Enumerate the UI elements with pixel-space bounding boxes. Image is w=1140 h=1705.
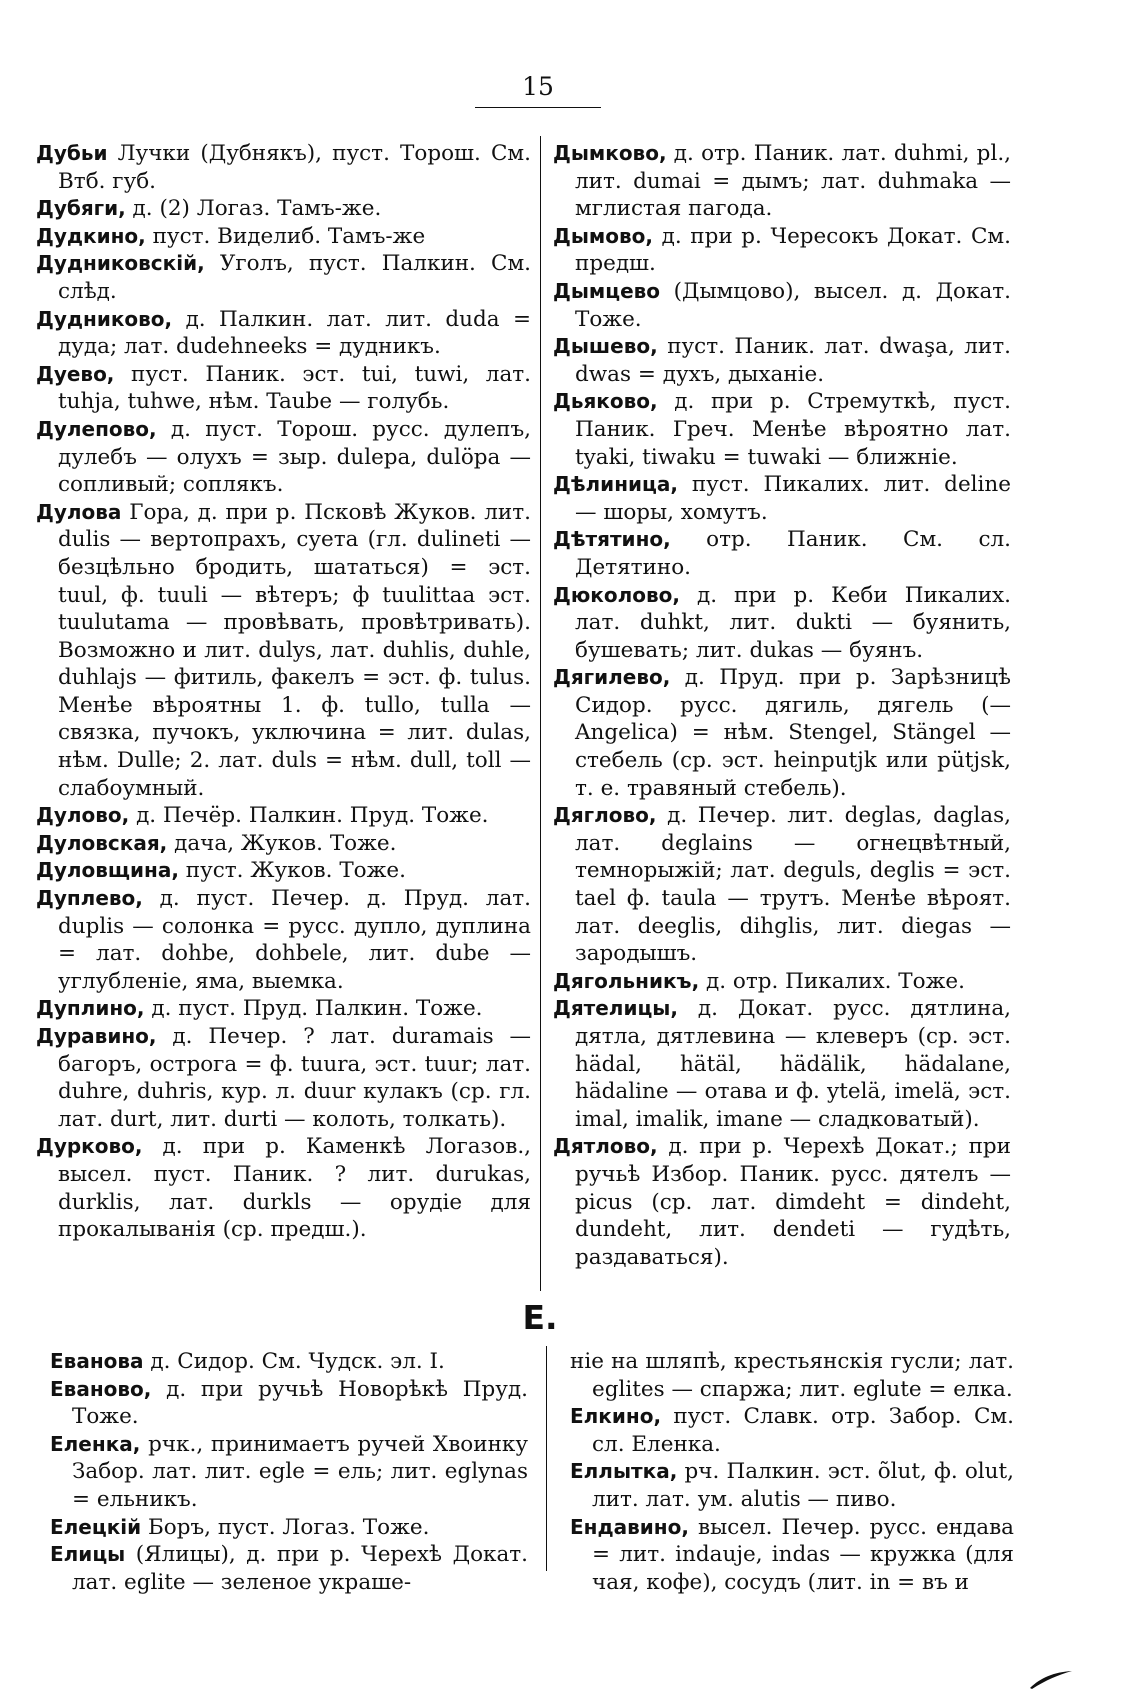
dictionary-entry: [36, 885, 531, 995]
entry-headword: Еленка,: [50, 1431, 141, 1456]
dictionary-entry: [36, 361, 531, 416]
entry-headword: Дышево,: [553, 334, 658, 359]
dictionary-entry: [570, 1348, 1014, 1403]
dictionary-entry: [36, 195, 531, 223]
dictionary-entry: [553, 278, 1011, 333]
dictionary-entry: [36, 416, 531, 499]
entry-definition: (Дымцово), высел. д. Докат. Тоже.: [575, 278, 1011, 332]
entry-definition: д. пуст. Торош. русс. дулепъ, дулебъ — олухъ = зыр. dulepa, dulöpa — сопливый; соплякъ.: [58, 416, 531, 498]
dictionary-entry: [36, 802, 531, 830]
entry-definition: д. отр. Паник. лат. duhmi, pl., лит. dumai = дымъ; лат. duhmaka — мглистая пагода.: [575, 141, 1011, 222]
entry-headword: Дуловщина,: [36, 858, 179, 883]
entry-headword: Дягольникъ,: [553, 968, 700, 993]
dictionary-entry: [36, 1133, 531, 1243]
entry-headword: Дьяково,: [553, 389, 658, 414]
dictionary-entry: [553, 968, 1011, 996]
entry-definition: д. Печер. лит. deglas, daglas, лат. deglains — огнецвѣтный, темнорыжій; лат. deguls, deglis = эст. tael ф. taula — трутъ. Менѣе вѣроят. лат. deeglis, dihglis, лит. diegas — зародышъ.: [575, 803, 1011, 967]
entry-definition: (Ялицы), д. при р. Черехѣ Докат. лат. eglite — зеленое украше-: [72, 1542, 528, 1595]
dictionary-entry: [553, 333, 1011, 388]
entry-definition: пуст. Виделиб. Тамъ-же: [145, 223, 426, 249]
entry-definition: д. при р. Чересокъ Докат. См. предш.: [575, 223, 1011, 277]
entry-headword: Дяглово,: [553, 803, 657, 828]
dictionary-entry: [553, 140, 1011, 223]
entry-headword: Дулово,: [36, 803, 130, 828]
page-number: 15: [522, 72, 554, 101]
entry-headword: Дягилево,: [553, 665, 671, 690]
section-letter-heading: E.: [522, 1298, 558, 1337]
entry-headword: Дудниково,: [36, 306, 173, 331]
page-number-rule: [475, 107, 601, 108]
entry-headword: Дуловская,: [36, 830, 168, 855]
entry-definition: д. Сидор. См. Чудск. эл. I.: [143, 1349, 445, 1374]
entry-definition: высел. Печер. русс. ендава = лит. indauje, indas — кружка (для чая, кофе), сосудъ (лит. in = въ и: [592, 1514, 1014, 1595]
dictionary-entry: [36, 306, 531, 361]
dictionary-entry: [36, 499, 531, 803]
column-top-right: [553, 140, 1011, 1271]
entry-definition: д. пуст. Пруд. Палкин. Тоже.: [144, 996, 483, 1022]
entry-headword: Дулепово,: [36, 416, 157, 441]
entry-definition: пуст. Паник. эст. tui, tuwi, лат. tuhja, tuhwe, нѣм. Taube — голубь.: [58, 361, 531, 415]
dictionary-entry: [36, 250, 531, 305]
entry-headword: Дуравино,: [36, 1024, 157, 1048]
entry-headword: Ендавино,: [570, 1514, 689, 1539]
dictionary-entry: [570, 1403, 1014, 1458]
entry-headword: Елецкій: [50, 1514, 142, 1539]
entry-headword: Дубяги,: [36, 196, 126, 221]
entry-headword: Дѣтятино,: [553, 527, 671, 552]
dictionary-entry: [553, 223, 1011, 278]
entry-headword: Дубьи: [36, 141, 108, 165]
dictionary-entry: [553, 664, 1011, 802]
entry-definition: пуст. Славк. отр. Забор. См. сл. Еленка.: [592, 1404, 1014, 1457]
entry-definition: д. Докат. русс. дятлина, дятла, дятлевина — клеверъ (ср. эст. hädal, hätäl, hädälik, hädalane, hädaline — отава и ф. ytelä, imelä, эст. imal, imalik, imane — сладковатый).: [575, 996, 1011, 1132]
entry-definition: д. Печер. ? лат. duramais — багоръ, острога = ф. tuura, эст. tuur; лат. duhre, duhris, кур. л. duur кулакъ (ср. гл. лат. durt, лит. durti — колоть, толкать).: [58, 1024, 531, 1132]
entry-headword: Дудкино,: [36, 223, 146, 248]
entry-definition: пуст. Пикалих. лит. deline — шоры, хомутъ.: [575, 472, 1011, 525]
entry-headword: Дуево,: [36, 361, 115, 386]
entry-headword: Дудниковскій,: [36, 251, 205, 276]
entry-headword: Дятелицы,: [553, 996, 678, 1021]
entry-headword: Дуплино,: [36, 996, 145, 1021]
dictionary-entry: [36, 223, 531, 251]
dictionary-entry: [36, 140, 531, 195]
entry-definition: д. пуст. Печер. д. Пруд. лат. duplis — солонка = русс. дупло, дуплина = лат. dohbe, dohbele, лит. dube — углубленіе, яма, выемка.: [58, 886, 531, 994]
dictionary-entry: [570, 1458, 1014, 1513]
entry-definition: д. при р. Кеби Пикалих. лат. duhkt, лит. dukti — буянить, бушевать; лит. dukas — буянъ.: [575, 582, 1011, 663]
entry-headword: Дулова: [36, 499, 122, 524]
dictionary-entry: [50, 1541, 528, 1596]
entry-definition: д. (2) Логаз. Тамъ-же.: [125, 196, 382, 222]
dictionary-entry: [36, 995, 531, 1023]
entry-definition: дача, Жуков. Тоже.: [167, 830, 397, 856]
entry-definition: д. Пруд. при р. Зарѣзницѣ Сидор. русс. дягиль, дягель (— Angelica) = нѣм. Stengel, Stängel — стебель (ср. эст. heinputjk или pütjsk, т. е. травяный стебель).: [575, 665, 1011, 801]
entry-definition: д. при р. Стремуткѣ, пуст. Паник. Греч. Менѣе вѣроятно лат. tyaki, tiwaku = tuwaki — ближніе.: [575, 389, 1011, 470]
entry-headword: Еванова: [50, 1349, 144, 1373]
entry-definition: ніе на шляпѣ, крестьянскія гусли; лат. eglites — спаржа; лит. eglute = елка.: [570, 1349, 1014, 1402]
entry-headword: Дурково,: [36, 1134, 143, 1159]
entry-definition: Боръ, пуст. Логаз. Тоже.: [141, 1514, 430, 1540]
entry-definition: д. Палкин. лат. лит. duda = дуда; лат. dudehneeks = дудникъ.: [58, 306, 531, 360]
entry-headword: Дѣлиница,: [553, 472, 678, 497]
ink-flourish-icon: [1028, 1668, 1074, 1690]
dictionary-entry: [50, 1376, 528, 1431]
dictionary-entry: [36, 1023, 531, 1133]
entry-headword: Дымово,: [553, 223, 653, 248]
entry-definition: д. при р. Каменкѣ Логазов., высел. пуст. Паник. ? лит. durukas, durklis, лат. durkls — орудіе для прокалыванія (ср. предш.).: [58, 1134, 531, 1243]
entry-headword: Дымково,: [553, 141, 667, 165]
dictionary-entry: [553, 388, 1011, 471]
entry-definition: д. Печёр. Палкин. Пруд. Тоже.: [129, 803, 489, 829]
dictionary-entry: [36, 857, 531, 885]
column-divider-bottom: [546, 1346, 547, 1571]
entry-definition: рч. Палкин. эст. õlut, ф. olut, лит. лат. ум. alutis — пиво.: [592, 1459, 1014, 1512]
dictionary-entry: [553, 995, 1011, 1133]
entry-headword: Дуплево,: [36, 886, 143, 911]
entry-headword: Дятлово,: [553, 1134, 658, 1159]
dictionary-entry: [50, 1431, 528, 1514]
entry-definition: пуст. Паник. лат. dwaşa, лит. dwas = духъ, дыханіе.: [575, 334, 1011, 387]
entry-definition: Лучки (Дубнякъ), пуст. Торош. См. Втб. губ.: [58, 141, 531, 194]
entry-headword: Дымцево: [553, 278, 661, 303]
dictionary-entry: [553, 582, 1011, 665]
entry-headword: Дюколово,: [553, 582, 680, 607]
entry-definition: Гора, д. при р. Псковѣ Жуков. лит. dulis — вертопрахъ, суета (гл. dulineti — безцѣльно бродить, шататься) = эст. tuul, ф. tuuli — вѣтеръ; ф tuulittaa эст. tuulutama — провѣвать, провѣтривать). Возможно и лит. dulys, лат. duhlis, duhle, duhlajs — фитиль, факелъ = эст. ф. tulus. Менѣе вѣроятны 1. ф. tullo, tulla — связка, пучокъ, уключина = лит. dulas, нѣм. Dulle; 2. лат. duls = нѣм. dull, toll — слабоумный.: [58, 499, 531, 801]
dictionary-entry: [36, 830, 531, 858]
column-divider-top: [540, 136, 541, 1291]
dictionary-entry: [553, 471, 1011, 526]
entry-headword: Еллытка,: [570, 1459, 678, 1484]
entry-definition: пуст. Жуков. Тоже.: [178, 858, 406, 884]
dictionary-entry: [553, 526, 1011, 581]
entry-definition: Уголъ, пуст. Палкин. См. слѣд.: [58, 251, 531, 304]
dictionary-entry: [50, 1514, 528, 1542]
entry-definition: отр. Паник. См. сл. Детятино.: [575, 527, 1011, 580]
dictionary-entry: [553, 1133, 1011, 1271]
entry-headword: Еваново,: [50, 1376, 152, 1401]
column-bottom-right: [570, 1348, 1014, 1596]
entry-headword: Елицы: [50, 1542, 126, 1567]
column-bottom-left: [50, 1348, 528, 1596]
dictionary-entry: [570, 1514, 1014, 1597]
dictionary-entry: [50, 1348, 528, 1376]
entry-definition: д. при р. Черехѣ Докат.; при ручьѣ Избор. Паник. русс. дятелъ — picus (ср. лат. dimdeht = dindeht, dundeht, лит. dendeti — гудѣть, раздаваться).: [575, 1134, 1011, 1270]
entry-definition: д. при ручьѣ Новорѣкѣ Пруд. Тоже.: [72, 1376, 528, 1430]
column-top-left: [36, 140, 531, 1244]
entry-definition: д. отр. Пикалих. Тоже.: [699, 968, 965, 994]
entry-definition: рчк., принимаетъ ручей Хвоинку Забор. лат. лит. egle = ель; лит. eglynas = ельникъ.: [72, 1431, 528, 1512]
entry-headword: Елкино,: [570, 1404, 662, 1429]
dictionary-entry: [553, 802, 1011, 968]
